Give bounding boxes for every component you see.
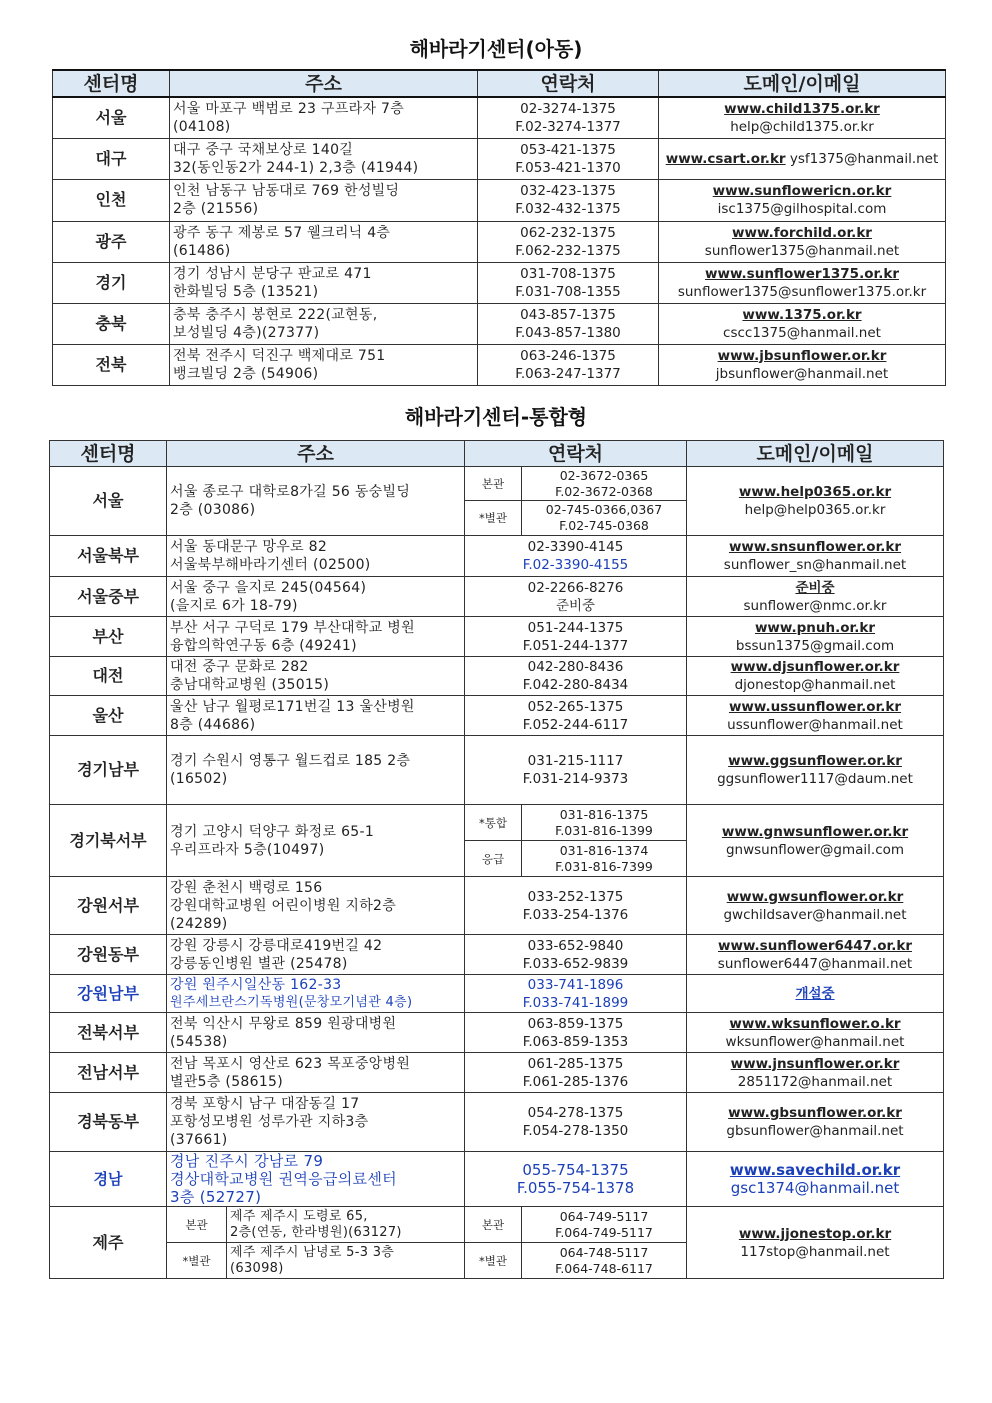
address-cell — [167, 975, 465, 1013]
phone-line: F.033-741-1899 — [522, 994, 629, 1011]
contact-cell — [465, 935, 687, 975]
domain-link[interactable]: www.savechild.or.kr — [729, 1161, 901, 1179]
phone-line: 031-215-1117 — [527, 753, 624, 769]
domain-link[interactable]: www.child1375.or.kr — [724, 100, 880, 117]
branch-label: 본관 — [167, 1207, 227, 1243]
table-row — [53, 303, 946, 344]
domain-cell — [687, 877, 944, 935]
email-address: ussunflower@hanmail.net — [727, 716, 903, 733]
address-line: 제주 제주시 도령로 65, — [230, 1208, 368, 1224]
center-name: 충북 — [53, 303, 170, 344]
domain-cell — [687, 1013, 944, 1053]
table-row — [50, 805, 944, 841]
domain-cell — [687, 536, 944, 577]
center-name: 강원서부 — [50, 877, 167, 935]
phone-line: 033-252-1375 — [527, 888, 624, 905]
center-name: 경기 — [53, 262, 170, 303]
phone-line: 02-3672-0365 — [559, 467, 649, 483]
domain-cell — [687, 975, 944, 1013]
address-cell — [170, 221, 478, 262]
title-integrated-center: 해바라기센터-통합형 — [404, 405, 588, 429]
address-line: 서울 동대문구 망우로 82 — [170, 539, 328, 555]
table-row — [50, 877, 944, 935]
table-row — [50, 1207, 944, 1243]
email-address: isc1375@gilhospital.com — [717, 201, 887, 217]
phone-line: F.062-232-1375 — [515, 242, 621, 259]
domain-link[interactable]: www.gbsunflower.or.kr — [728, 1105, 902, 1121]
phone-line: F.031-816-7399 — [555, 858, 653, 874]
address-cell — [167, 935, 465, 975]
contact-cell — [465, 1093, 687, 1152]
phone-line: F.02-745-0368 — [559, 518, 649, 533]
phone-line: 052-265-1375 — [527, 698, 624, 715]
address-cell — [167, 467, 465, 536]
phone-line: 031-816-1375 — [559, 806, 649, 822]
table-row — [50, 736, 944, 805]
phone-line: F.033-254-1376 — [522, 906, 629, 923]
title-child-center: 해바라기센터(아동) — [409, 37, 583, 61]
domain-link[interactable]: www.jjonestop.or.kr — [738, 1225, 892, 1242]
address-cell — [167, 657, 465, 696]
phone-line: 054-278-1375 — [527, 1105, 624, 1121]
address-cell — [167, 736, 465, 805]
contact-cell — [478, 221, 659, 262]
center-name: 서울 — [53, 97, 170, 138]
phone-line: 042-280-8436 — [527, 659, 624, 675]
branch-label: *통합 — [465, 805, 522, 841]
address-line: 전북 전주시 덕진구 백제대로 751 — [173, 347, 386, 364]
contact-cell — [465, 877, 687, 935]
contact-cell — [522, 841, 687, 877]
address-line: (54538) — [170, 1033, 228, 1050]
phone-line: 033-741-1896 — [527, 976, 624, 993]
contact-cell — [465, 736, 687, 805]
email-address: cscc1375@hanmail.net — [723, 324, 881, 341]
phone-line: 064-749-5117 — [559, 1208, 649, 1224]
address-cell — [170, 262, 478, 303]
address-line: 부산 서구 구덕로 179 부산대학교 병원 — [170, 619, 415, 636]
phone-line: F.063-247-1377 — [515, 365, 621, 382]
domain-link[interactable]: www.sunflowericn.or.kr — [712, 183, 892, 199]
phone-line: 062-232-1375 — [520, 224, 616, 241]
table-row — [50, 577, 944, 617]
domain-cell — [659, 344, 946, 385]
address-line: 서울 중구 을지로 245(04564) — [170, 579, 367, 596]
center-name: 경기남부 — [50, 736, 167, 805]
domain-cell — [687, 696, 944, 736]
contact-cell — [465, 1152, 687, 1207]
domain-cell — [687, 805, 944, 877]
email-address: help@help0365.or.kr — [744, 502, 886, 518]
email-address: sunflower6447@hanmail.net — [717, 955, 913, 972]
address-cell — [167, 877, 465, 935]
email-address: 117stop@hanmail.net — [740, 1243, 890, 1260]
header-center-name: 센터명 — [53, 70, 170, 97]
center-name: 전남서부 — [50, 1053, 167, 1093]
address-cell — [167, 1093, 465, 1152]
address-line: (16502) — [170, 771, 228, 787]
address-line: 원주세브란스기독병원(문창모기념관 4층) — [170, 994, 413, 1010]
contact-cell — [522, 501, 687, 536]
contact-cell — [465, 696, 687, 736]
phone-line: 063-246-1375 — [520, 347, 616, 364]
contact-cell — [465, 1053, 687, 1093]
domain-cell — [659, 138, 946, 179]
contact-cell — [465, 617, 687, 657]
contact-cell — [478, 179, 659, 221]
email-address: gbsunflower@hanmail.net — [726, 1123, 904, 1139]
phone-line: 061-285-1375 — [527, 1055, 624, 1072]
address-cell — [227, 1207, 465, 1243]
header-address: 주소 — [170, 70, 478, 97]
email-address: 2851172@hanmail.net — [737, 1073, 893, 1090]
contact-cell — [522, 805, 687, 841]
address-line: (04108) — [173, 118, 231, 135]
address-line: 32(동인동2가 244-1) 2,3층 (41944) — [173, 159, 419, 176]
address-line: 강원대학교병원 어린이병원 지하2층 — [170, 897, 397, 914]
table-row — [50, 1013, 944, 1053]
header-address: 주소 — [167, 441, 465, 467]
phone-line: 준비중 — [555, 597, 596, 614]
address-line: 8층 (44686) — [170, 716, 256, 733]
email-address: sunflower@nmc.or.kr — [743, 597, 887, 614]
header-domain-email: 도메인/이메일 — [659, 70, 946, 97]
domain-link[interactable]: www.pnuh.or.kr — [754, 619, 876, 636]
address-line: 충남대학교병원 (35015) — [170, 677, 330, 693]
contact-cell — [478, 97, 659, 138]
address-line: 경기 수원시 영통구 월드컵로 185 2층 — [170, 753, 411, 769]
address-cell — [167, 1053, 465, 1093]
address-line: 경북 포항시 남구 대잠동길 17 — [170, 1096, 360, 1112]
center-name: 경기북서부 — [50, 805, 167, 877]
center-name: 강원동부 — [50, 935, 167, 975]
table-row — [50, 1093, 944, 1152]
phone-line: F.055-754-1378 — [516, 1179, 635, 1197]
phone-line: F.054-278-1350 — [522, 1123, 629, 1139]
contact-cell — [478, 138, 659, 179]
address-line: 2층 (21556) — [173, 201, 259, 217]
address-line: 울산 남구 월평로171번길 13 울산병원 — [170, 698, 415, 715]
email-address: wksunflower@hanmail.net — [725, 1033, 905, 1050]
address-line: 포항성모병원 성루가관 지하3층 — [170, 1114, 369, 1130]
phone-line: F.064-749-5117 — [555, 1224, 653, 1240]
domain-cell — [687, 1093, 944, 1152]
email-address: gnwsunflower@gmail.com — [725, 841, 905, 858]
center-name: 전북서부 — [50, 1013, 167, 1053]
table-row — [50, 657, 944, 696]
table-row — [53, 344, 946, 385]
address-line: 3층 (52727) — [170, 1188, 262, 1206]
branch-label: 본관 — [465, 1207, 522, 1243]
center-name: 전북 — [53, 344, 170, 385]
email-address: djonestop@hanmail.net — [734, 677, 896, 693]
domain-cell — [687, 1053, 944, 1093]
header-center-name: 센터명 — [50, 441, 167, 467]
address-cell — [170, 97, 478, 138]
email-address: gwchildsaver@hanmail.net — [723, 906, 907, 923]
domain-cell — [687, 935, 944, 975]
center-name: 인천 — [53, 179, 170, 221]
integrated-center-table — [49, 440, 944, 1279]
domain-link[interactable]: www.wksunflower.o.kr — [729, 1015, 901, 1032]
table-row — [53, 179, 946, 221]
phone-line: F.02-3672-0368 — [555, 483, 653, 499]
domain-link[interactable]: www.sunflower1375.or.kr — [705, 265, 899, 282]
phone-line: F.061-285-1376 — [522, 1073, 629, 1090]
address-line: 경상대학교병원 권역응급의료센터 — [170, 1170, 397, 1188]
domain-cell — [659, 262, 946, 303]
domain-link[interactable]: www.jnsunflower.or.kr — [730, 1055, 900, 1072]
phone-line: F.052-244-6117 — [522, 716, 629, 733]
address-line: 보성빌딩 4층)(27377) — [173, 324, 320, 341]
phone-line: F.031-708-1355 — [515, 283, 621, 300]
address-line: 2층(연동, 한라병원)(63127) — [230, 1224, 402, 1240]
address-line: 서울북부해바라기센터 (02500) — [170, 557, 371, 573]
address-cell — [167, 617, 465, 657]
domain-link[interactable]: www.help0365.or.kr — [738, 484, 892, 500]
phone-line: F.051-244-1377 — [522, 637, 629, 654]
domain-cell — [659, 221, 946, 262]
contact-cell — [522, 1207, 687, 1243]
phone-line: F.02-3274-1377 — [515, 118, 621, 135]
email-address: jbsunflower@hanmail.net — [715, 365, 889, 382]
phone-line: F.064-748-6117 — [555, 1260, 653, 1276]
contact-cell — [465, 657, 687, 696]
table-row — [53, 97, 946, 138]
domain-cell — [687, 617, 944, 657]
domain-link[interactable]: www.csart.or.kr — [665, 150, 786, 167]
domain-link[interactable]: 준비중 — [795, 579, 835, 596]
phone-line: F.02-3390-4155 — [522, 557, 629, 573]
domain-cell — [687, 1207, 944, 1279]
address-cell — [170, 179, 478, 221]
center-name: 울산 — [50, 696, 167, 736]
phone-line: 051-244-1375 — [527, 619, 624, 636]
domain-cell — [659, 179, 946, 221]
address-cell — [167, 577, 465, 617]
branch-label: *별관 — [465, 501, 522, 536]
child-center-table — [52, 69, 946, 386]
address-line: 2층 (03086) — [170, 502, 256, 518]
domain-link[interactable]: www.sunflower6447.or.kr — [718, 937, 912, 954]
branch-label: 응급 — [465, 841, 522, 877]
domain-link[interactable]: www.ggsunflower.or.kr — [728, 753, 902, 769]
address-line: 경기 성남시 분당구 판교로 471 — [173, 265, 372, 282]
address-line: 강원 강릉시 강릉대로419번길 42 — [170, 937, 383, 954]
address-line: 인천 남동구 남동대로 769 한성빌딩 — [173, 183, 400, 199]
address-line: 뱅크빌딩 2층 (54906) — [173, 365, 319, 382]
phone-line: 02-3390-4145 — [527, 539, 624, 555]
address-line: 별관5층 (58615) — [170, 1073, 283, 1090]
address-line: 전남 목포시 영산로 623 목포중앙병원 — [170, 1055, 411, 1072]
contact-cell — [478, 344, 659, 385]
table-row — [50, 975, 944, 1013]
phone-line: F.032-432-1375 — [515, 201, 621, 217]
phone-line: F.033-652-9839 — [522, 955, 629, 972]
domain-cell — [659, 303, 946, 344]
table-row — [50, 467, 944, 501]
address-line: 광주 동구 제봉로 57 웰크리닉 4층 — [173, 224, 391, 241]
phone-line: F.031-214-9373 — [522, 771, 629, 787]
address-cell — [167, 536, 465, 577]
table-row — [50, 1053, 944, 1093]
center-name: 서울 — [50, 467, 167, 536]
domain-link[interactable]: 개설중 — [795, 985, 835, 1002]
contact-cell — [478, 303, 659, 344]
contact-cell — [522, 467, 687, 501]
address-cell — [227, 1243, 465, 1279]
center-name: 경남 — [50, 1152, 167, 1207]
email-address: sunflower1375@hanmail.net — [704, 242, 900, 259]
table-row — [50, 1152, 944, 1207]
address-line: 경남 진주시 강남로 79 — [170, 1152, 324, 1170]
phone-line: F.053-421-1370 — [515, 159, 621, 176]
domain-link[interactable]: www.1375.or.kr — [742, 306, 862, 323]
address-line: 대구 중구 국채보상로 140길 — [173, 141, 354, 158]
address-line: (63098) — [230, 1260, 284, 1276]
address-cell — [167, 1013, 465, 1053]
center-name: 제주 — [50, 1207, 167, 1279]
center-name: 대전 — [50, 657, 167, 696]
address-cell — [170, 138, 478, 179]
address-line: 강릉동인병원 별관 (25478) — [170, 955, 348, 972]
address-line: 서울 종로구 대학로8가길 56 동숭빌딩 — [170, 484, 411, 500]
address-line: 충북 충주시 봉현로 222(교현동, — [173, 306, 378, 323]
address-line: 강원 춘천시 백령로 156 — [170, 879, 323, 896]
center-name: 대구 — [53, 138, 170, 179]
domain-link[interactable]: www.forchild.or.kr — [732, 224, 872, 241]
contact-cell — [465, 1013, 687, 1053]
address-line: (을지로 6가 18-79) — [170, 597, 298, 614]
table-row — [53, 221, 946, 262]
contact-cell — [465, 577, 687, 617]
phone-line: 02-2266-8276 — [527, 579, 624, 596]
email-address: ysf1375@hanmail.net — [789, 150, 939, 167]
phone-line: 033-652-9840 — [527, 937, 624, 954]
center-name: 강원남부 — [50, 975, 167, 1013]
address-line: 대전 중구 문화로 282 — [170, 659, 309, 675]
center-name: 서울중부 — [50, 577, 167, 617]
domain-link[interactable]: www.gnwsunflower.or.kr — [721, 823, 909, 840]
email-address: sunflower_sn@hanmail.net — [723, 557, 907, 573]
domain-cell — [687, 467, 944, 536]
center-name: 경북동부 — [50, 1093, 167, 1152]
phone-line: F.031-816-1399 — [555, 822, 653, 838]
contact-cell — [465, 536, 687, 577]
domain-cell — [687, 736, 944, 805]
header-contact: 연락처 — [465, 441, 687, 467]
center-name: 서울북부 — [50, 536, 167, 577]
branch-label: *별관 — [465, 1243, 522, 1279]
address-cell — [167, 1152, 465, 1207]
center-name: 부산 — [50, 617, 167, 657]
domain-link[interactable]: www.djsunflower.or.kr — [730, 659, 900, 675]
table-row — [50, 536, 944, 577]
phone-line: 031-816-1374 — [559, 842, 649, 858]
address-line: 융합의학연구동 6층 (49241) — [170, 637, 357, 654]
address-cell — [167, 805, 465, 877]
phone-line: 055-754-1375 — [522, 1161, 629, 1179]
center-name: 광주 — [53, 221, 170, 262]
phone-line: 043-857-1375 — [520, 306, 616, 323]
domain-cell — [687, 577, 944, 617]
address-cell — [170, 344, 478, 385]
table-row — [50, 935, 944, 975]
domain-link[interactable]: www.snsunflower.or.kr — [728, 539, 902, 555]
domain-link[interactable]: www.jbsunflower.or.kr — [717, 347, 887, 364]
address-line: (24289) — [170, 915, 228, 932]
address-line: (61486) — [173, 242, 231, 259]
email-address: sunflower1375@sunflower1375.or.kr — [677, 283, 927, 300]
domain-link[interactable]: www.ussunflower.or.kr — [728, 698, 902, 715]
contact-cell — [522, 1243, 687, 1279]
domain-cell — [687, 1152, 944, 1207]
phone-line: F.063-859-1353 — [522, 1033, 629, 1050]
email-address: help@child1375.or.kr — [730, 118, 874, 135]
phone-line: 02-745-0366,0367 — [545, 502, 663, 517]
address-line: (37661) — [170, 1132, 228, 1148]
domain-link[interactable]: www.gwsunflower.or.kr — [726, 888, 904, 905]
address-line: 한화빌딩 5층 (13521) — [173, 283, 319, 300]
address-line: 제주 제주시 남녕로 5-3 3층 — [230, 1244, 395, 1260]
phone-line: 053-421-1375 — [520, 141, 616, 158]
phone-line: F.042-280-8434 — [522, 677, 629, 693]
domain-cell — [659, 97, 946, 138]
header-contact: 연락처 — [478, 70, 659, 97]
table-row — [53, 138, 946, 179]
address-line: 강원 원주시일산동 162-33 — [170, 976, 342, 993]
phone-line: 031-708-1375 — [520, 265, 616, 282]
phone-line: 064-748-5117 — [559, 1244, 649, 1260]
address-line: 서울 마포구 백범로 23 구프라자 7층 — [173, 100, 405, 117]
domain-cell — [687, 657, 944, 696]
branch-label: 본관 — [465, 467, 522, 501]
contact-cell — [465, 975, 687, 1013]
contact-cell — [478, 262, 659, 303]
address-cell — [167, 696, 465, 736]
header-domain-email: 도메인/이메일 — [687, 441, 944, 467]
table-row — [50, 617, 944, 657]
phone-line: 02-3274-1375 — [520, 100, 616, 117]
phone-line: 032-423-1375 — [520, 183, 616, 199]
address-line: 우리프라자 5층(10497) — [170, 841, 325, 858]
email-address: gsc1374@hanmail.net — [730, 1179, 900, 1197]
phone-line: 063-859-1375 — [527, 1015, 624, 1032]
address-line: 경기 고양시 덕양구 화정로 65-1 — [170, 823, 375, 840]
email-address: ggsunflower1117@daum.net — [717, 771, 913, 787]
phone-line: F.043-857-1380 — [515, 324, 621, 341]
address-line: 전북 익산시 무왕로 859 원광대병원 — [170, 1015, 397, 1032]
table-row — [50, 696, 944, 736]
table-row — [53, 262, 946, 303]
address-cell — [170, 303, 478, 344]
branch-label: *별관 — [167, 1243, 227, 1279]
email-address: bssun1375@gmail.com — [735, 637, 895, 654]
